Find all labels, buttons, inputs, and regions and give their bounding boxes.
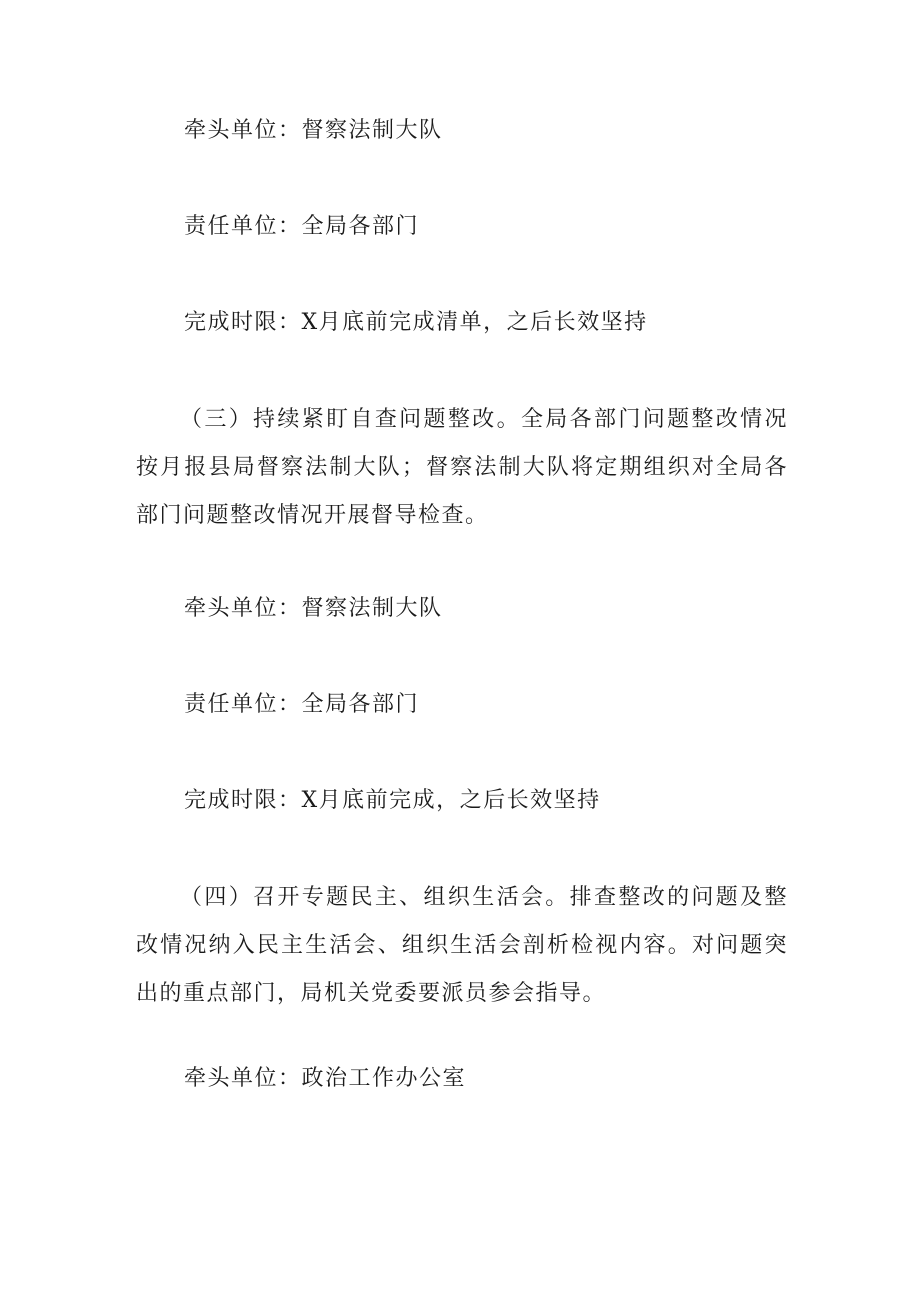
responsible-unit-line-1: 责任单位：全局各部门: [184, 214, 420, 239]
lead-unit-line-2: 牵头单位：督察法制大队: [184, 596, 443, 621]
deadline-line-2: 完成时限：X月底前完成，之后长效坚持: [184, 788, 601, 813]
deadline-line-1: 完成时限：X月底前完成清单，之后长效坚持: [184, 310, 648, 335]
section-4-paragraph: （四）召开专题民主、组织生活会。排查整改的问题及整改情况纳入民主生活会、组织生活会剖析检视内容。对问题突出的重点部门，局机关党委要派员参会指导。: [136, 885, 788, 1006]
lead-unit-line-3: 牵头单位：政治工作办公室: [184, 1066, 467, 1091]
responsible-unit-line-2: 责任单位：全局各部门: [184, 692, 420, 717]
section-3-paragraph: （三）持续紧盯自查问题整改。全局各部门问题整改情况按月报县局督察法制大队；督察法制大队将定期组织对全局各部门问题整改情况开展督导检查。: [136, 407, 788, 528]
lead-unit-line-1: 牵头单位：督察法制大队: [184, 118, 443, 143]
